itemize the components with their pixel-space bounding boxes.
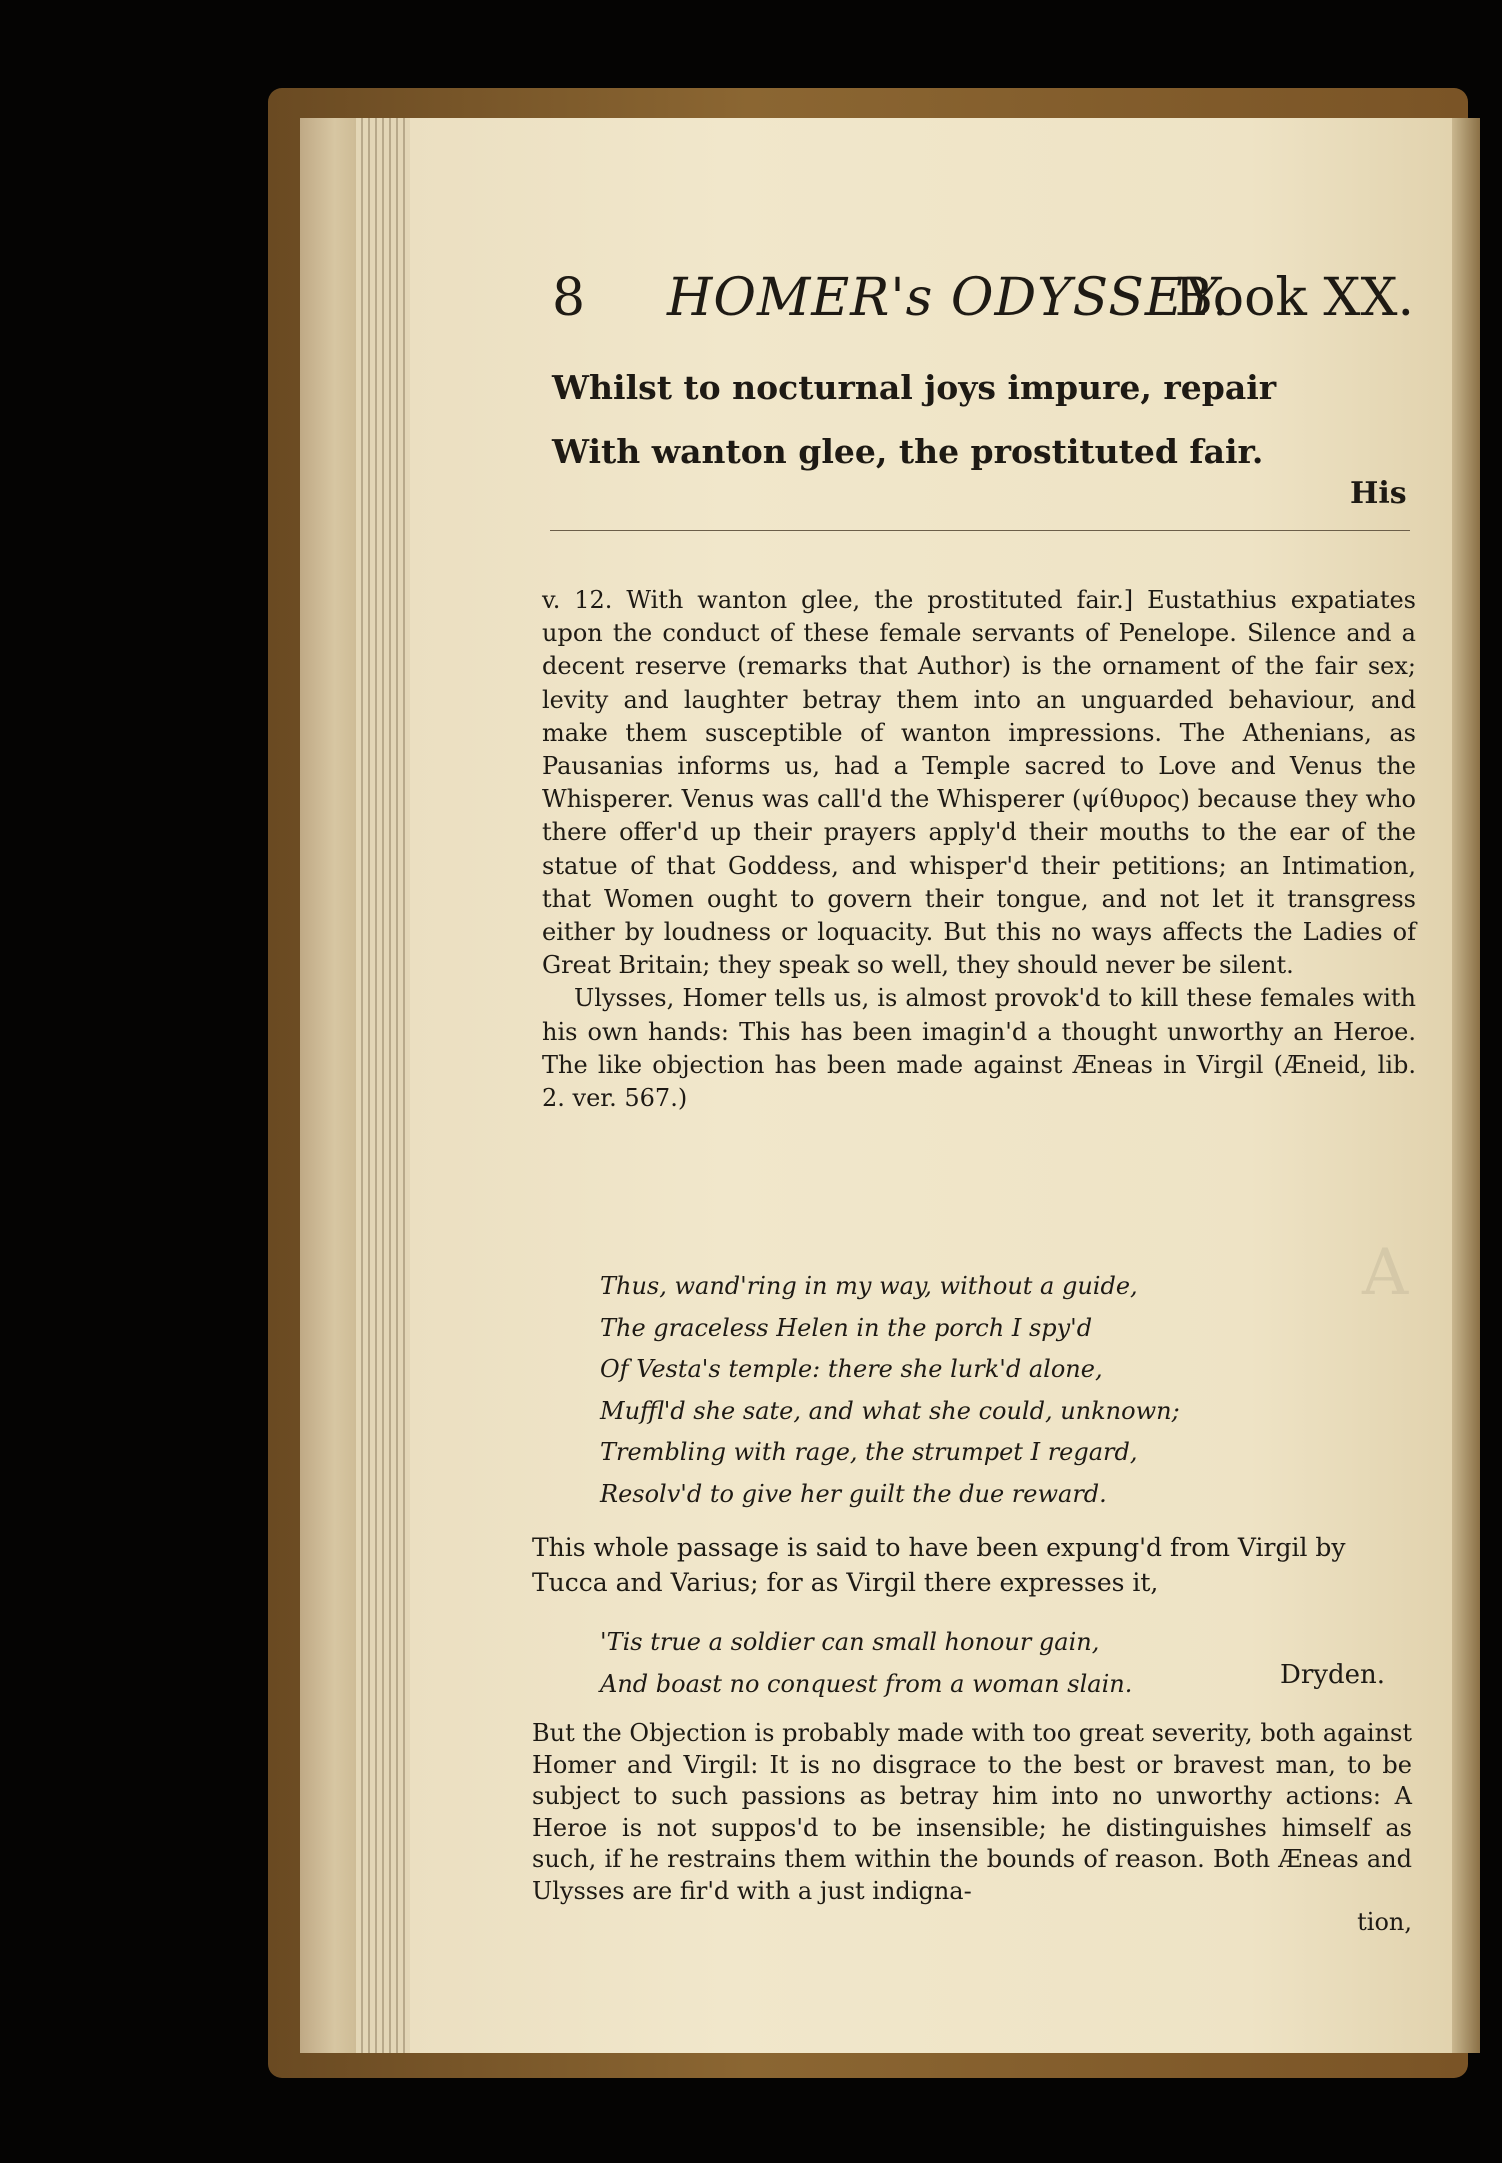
quote-line: 'Tis true a soldier can small honour gain, <box>600 1628 1100 1656</box>
page-gutter <box>1452 118 1480 2053</box>
separator-rule <box>550 530 1410 531</box>
quote-line: Thus, wand'ring in my way, without a guide, <box>600 1272 1138 1300</box>
quote-line: Of Vesta's temple: there she lurk'd alone, <box>600 1355 1103 1383</box>
quote-line: Trembling with rage, the strumpet I regard, <box>600 1438 1138 1466</box>
show-through-letter: A <box>1362 1236 1409 1310</box>
virgil-quotation <box>600 1266 1180 1515</box>
verse-line: With wanton glee, the prostituted fair. <box>552 432 1264 471</box>
poem-verse <box>552 356 1276 484</box>
quote-line: The graceless Helen in the porch I spy'd <box>600 1313 1093 1342</box>
note-paragraph: v. 12. With wanton glee, the prostituted fair.] Eustathius expatiates upon the conduct of these female servants of Penelope. Silence and a decent reserve (remarks that Author) is the ornament of the fair sex; levity and laughter betray them into an unguarded behaviour, and make them susceptible of wanton impressions. The Athenians, as Pausanias informs us, had a Temple sacred to Love and Venus the Whisperer. Venus was call'd the Whisperer (ψίθυρος) because they who there offer'd up their prayers apply'd their mouths to the ear of the statue of that Goddess, and whisper'd their petitions; an Intimation, that Women ought to govern their tongue, and not let it transgress either by loudness or loquacity. But this no ways affects the Ladies of Great Britain; they speak so well, they should never be silent. <box>542 586 1416 980</box>
objection-text: But the Objection is probably made with too great severity, both against Homer and Virgil: It is no disgrace to the best or bravest man, to be subject to such passions as betray him into no unworthy actions: A Heroe is not suppos'd to be insensible; he distinguishes himself as such, if he restrains them within the bounds of reason. Both Æneas and Ulysses are fir'd with a just indigna- <box>532 1719 1412 1905</box>
soldier-quotation <box>600 1622 1132 1705</box>
quote-line: Muffl'd she sate, and what she could, unknown; <box>600 1396 1180 1425</box>
page-edges <box>356 118 412 2053</box>
running-title: HOMER's ODYSSEY. <box>667 268 1230 328</box>
left-page-leaf <box>300 118 358 2053</box>
expunged-paragraph: This whole passage is said to have been expung'd from Virgil by Tucca and Varius; for as Virgil there expresses it, <box>532 1533 1346 1597</box>
attribution: Dryden. <box>1280 1660 1386 1690</box>
book-number: Book XX. <box>1174 268 1414 328</box>
running-head <box>552 258 1462 338</box>
commentary-notes <box>542 584 1416 1115</box>
quote-line: Resolv'd to give her guilt the due reward. <box>600 1479 1107 1508</box>
book-page <box>410 118 1460 2053</box>
page-number: 8 <box>552 268 586 328</box>
objection-paragraph <box>532 1718 1412 1939</box>
page-end-word: tion, <box>1357 1908 1412 1936</box>
verse-line: Whilst to nocturnal joys impure, repair <box>552 368 1277 407</box>
quote-line: And boast no conquest from a woman slain. <box>600 1669 1133 1698</box>
catchword: His <box>1350 476 1407 511</box>
note-paragraph: Ulysses, Homer tells us, is almost provok'd to kill these females with his own hands: This has been imagin'd a thought unworthy an Heroe. The like objection has been made against Æneas in Virgil (Æneid, lib. 2. ver. 567.) <box>542 984 1416 1113</box>
